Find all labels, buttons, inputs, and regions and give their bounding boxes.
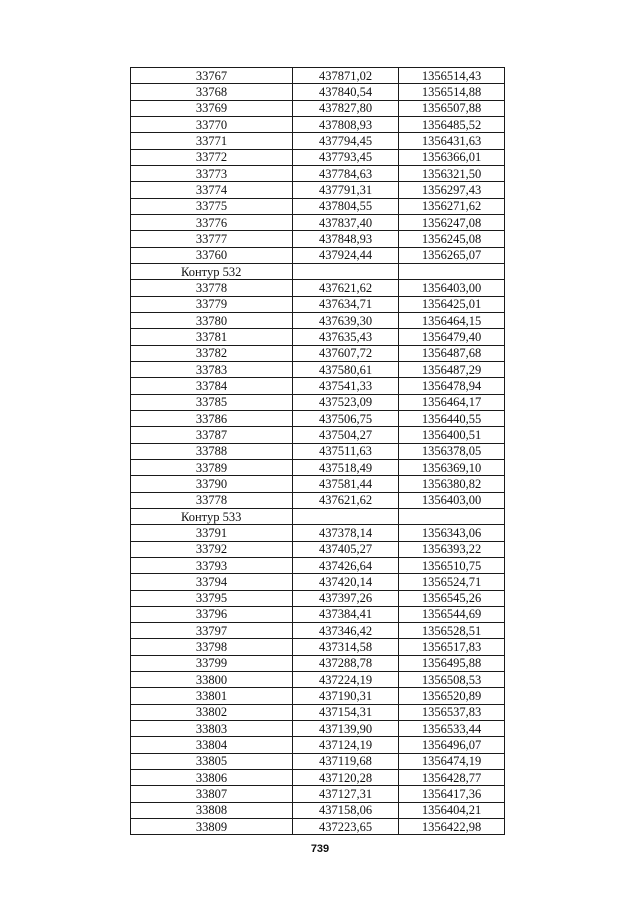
point-id-cell: 33773 <box>131 165 293 181</box>
table-row <box>131 116 505 132</box>
table-row <box>131 149 505 165</box>
y-coordinate-cell: 1356369,10 <box>399 459 505 475</box>
point-id-cell: 33769 <box>131 100 293 116</box>
x-coordinate-cell: 437426,64 <box>293 557 399 573</box>
y-coordinate-cell: 1356425,01 <box>399 296 505 312</box>
x-coordinate-cell: 437804,55 <box>293 198 399 214</box>
y-coordinate-cell: 1356297,43 <box>399 182 505 198</box>
point-id-cell: 33772 <box>131 149 293 165</box>
empty-cell <box>293 263 399 279</box>
table-row <box>131 443 505 459</box>
x-coordinate-cell: 437794,45 <box>293 133 399 149</box>
x-coordinate-cell: 437523,09 <box>293 394 399 410</box>
y-coordinate-cell: 1356537,83 <box>399 704 505 720</box>
y-coordinate-cell: 1356487,68 <box>399 345 505 361</box>
y-coordinate-cell: 1356403,00 <box>399 280 505 296</box>
point-id-cell: 33780 <box>131 312 293 328</box>
coordinates-table-body <box>131 68 505 835</box>
table-row <box>131 541 505 557</box>
x-coordinate-cell: 437288,78 <box>293 655 399 671</box>
table-row <box>131 525 505 541</box>
point-id-cell: 33804 <box>131 737 293 753</box>
point-id-cell: 33771 <box>131 133 293 149</box>
table-row <box>131 427 505 443</box>
x-coordinate-cell: 437127,31 <box>293 786 399 802</box>
table-row <box>131 753 505 769</box>
point-id-cell: 33781 <box>131 329 293 345</box>
point-id-cell: 33787 <box>131 427 293 443</box>
table-row <box>131 721 505 737</box>
table-row <box>131 737 505 753</box>
x-coordinate-cell: 437580,61 <box>293 361 399 377</box>
point-id-cell: 33791 <box>131 525 293 541</box>
x-coordinate-cell: 437581,44 <box>293 476 399 492</box>
x-coordinate-cell: 437190,31 <box>293 688 399 704</box>
x-coordinate-cell: 437346,42 <box>293 623 399 639</box>
y-coordinate-cell: 1356508,53 <box>399 672 505 688</box>
table-row <box>131 133 505 149</box>
table-row <box>131 100 505 116</box>
y-coordinate-cell: 1356417,36 <box>399 786 505 802</box>
table-row <box>131 68 505 84</box>
y-coordinate-cell: 1356464,15 <box>399 312 505 328</box>
point-id-cell: 33783 <box>131 361 293 377</box>
empty-cell <box>293 508 399 524</box>
y-coordinate-cell: 1356265,07 <box>399 247 505 263</box>
point-id-cell: 33775 <box>131 198 293 214</box>
y-coordinate-cell: 1356495,88 <box>399 655 505 671</box>
point-id-cell: 33799 <box>131 655 293 671</box>
x-coordinate-cell: 437518,49 <box>293 459 399 475</box>
table-row <box>131 247 505 263</box>
y-coordinate-cell: 1356507,88 <box>399 100 505 116</box>
y-coordinate-cell: 1356464,17 <box>399 394 505 410</box>
x-coordinate-cell: 437124,19 <box>293 737 399 753</box>
y-coordinate-cell: 1356366,01 <box>399 149 505 165</box>
table-row <box>131 590 505 606</box>
y-coordinate-cell: 1356510,75 <box>399 557 505 573</box>
table-row <box>131 231 505 247</box>
y-coordinate-cell: 1356514,43 <box>399 68 505 84</box>
point-id-cell: 33779 <box>131 296 293 312</box>
x-coordinate-cell: 437837,40 <box>293 214 399 230</box>
y-coordinate-cell: 1356321,50 <box>399 165 505 181</box>
point-id-cell: 33774 <box>131 182 293 198</box>
table-row <box>131 786 505 802</box>
point-id-cell: 33805 <box>131 753 293 769</box>
y-coordinate-cell: 1356524,71 <box>399 574 505 590</box>
coordinates-table <box>130 67 505 835</box>
table-row <box>131 704 505 720</box>
table-row <box>131 574 505 590</box>
y-coordinate-cell: 1356400,51 <box>399 427 505 443</box>
y-coordinate-cell: 1356496,07 <box>399 737 505 753</box>
table-row <box>131 770 505 786</box>
x-coordinate-cell: 437840,54 <box>293 84 399 100</box>
y-coordinate-cell: 1356533,44 <box>399 721 505 737</box>
table-row <box>131 639 505 655</box>
x-coordinate-cell: 437506,75 <box>293 410 399 426</box>
table-row <box>131 84 505 100</box>
table-row <box>131 606 505 622</box>
x-coordinate-cell: 437848,93 <box>293 231 399 247</box>
contour-label: Контур 533 <box>131 508 293 524</box>
table-row <box>131 672 505 688</box>
y-coordinate-cell: 1356343,06 <box>399 525 505 541</box>
table-row <box>131 361 505 377</box>
y-coordinate-cell: 1356528,51 <box>399 623 505 639</box>
y-coordinate-cell: 1356517,83 <box>399 639 505 655</box>
point-id-cell: 33798 <box>131 639 293 655</box>
y-coordinate-cell: 1356245,08 <box>399 231 505 247</box>
y-coordinate-cell: 1356478,94 <box>399 378 505 394</box>
point-id-cell: 33808 <box>131 802 293 818</box>
point-id-cell: 33785 <box>131 394 293 410</box>
x-coordinate-cell: 437158,06 <box>293 802 399 818</box>
x-coordinate-cell: 437384,41 <box>293 606 399 622</box>
contour-header-row <box>131 263 505 279</box>
point-id-cell: 33800 <box>131 672 293 688</box>
x-coordinate-cell: 437139,90 <box>293 721 399 737</box>
x-coordinate-cell: 437634,71 <box>293 296 399 312</box>
y-coordinate-cell: 1356474,19 <box>399 753 505 769</box>
x-coordinate-cell: 437827,80 <box>293 100 399 116</box>
table-row <box>131 296 505 312</box>
x-coordinate-cell: 437621,62 <box>293 280 399 296</box>
table-row <box>131 655 505 671</box>
y-coordinate-cell: 1356393,22 <box>399 541 505 557</box>
table-row <box>131 378 505 394</box>
y-coordinate-cell: 1356485,52 <box>399 116 505 132</box>
y-coordinate-cell: 1356378,05 <box>399 443 505 459</box>
table-row <box>131 280 505 296</box>
table-row <box>131 688 505 704</box>
x-coordinate-cell: 437397,26 <box>293 590 399 606</box>
point-id-cell: 33784 <box>131 378 293 394</box>
y-coordinate-cell: 1356404,21 <box>399 802 505 818</box>
point-id-cell: 33806 <box>131 770 293 786</box>
y-coordinate-cell: 1356544,69 <box>399 606 505 622</box>
y-coordinate-cell: 1356487,29 <box>399 361 505 377</box>
table-row <box>131 345 505 361</box>
point-id-cell: 33793 <box>131 557 293 573</box>
contour-header-row <box>131 508 505 524</box>
point-id-cell: 33795 <box>131 590 293 606</box>
x-coordinate-cell: 437784,63 <box>293 165 399 181</box>
y-coordinate-cell: 1356514,88 <box>399 84 505 100</box>
x-coordinate-cell: 437511,63 <box>293 443 399 459</box>
table-row <box>131 165 505 181</box>
y-coordinate-cell: 1356271,62 <box>399 198 505 214</box>
x-coordinate-cell: 437504,27 <box>293 427 399 443</box>
point-id-cell: 33777 <box>131 231 293 247</box>
x-coordinate-cell: 437541,33 <box>293 378 399 394</box>
point-id-cell: 33802 <box>131 704 293 720</box>
x-coordinate-cell: 437420,14 <box>293 574 399 590</box>
point-id-cell: 33789 <box>131 459 293 475</box>
point-id-cell: 33788 <box>131 443 293 459</box>
empty-cell <box>399 263 505 279</box>
y-coordinate-cell: 1356431,63 <box>399 133 505 149</box>
point-id-cell: 33792 <box>131 541 293 557</box>
x-coordinate-cell: 437223,65 <box>293 819 399 835</box>
y-coordinate-cell: 1356440,55 <box>399 410 505 426</box>
table-row <box>131 198 505 214</box>
x-coordinate-cell: 437639,30 <box>293 312 399 328</box>
x-coordinate-cell: 437791,31 <box>293 182 399 198</box>
point-id-cell: 33767 <box>131 68 293 84</box>
point-id-cell: 33760 <box>131 247 293 263</box>
page-number: 739 <box>310 843 330 855</box>
point-id-cell: 33794 <box>131 574 293 590</box>
y-coordinate-cell: 1356403,00 <box>399 492 505 508</box>
y-coordinate-cell: 1356422,98 <box>399 819 505 835</box>
table-row <box>131 802 505 818</box>
y-coordinate-cell: 1356428,77 <box>399 770 505 786</box>
point-id-cell: 33776 <box>131 214 293 230</box>
table-row <box>131 329 505 345</box>
point-id-cell: 33786 <box>131 410 293 426</box>
point-id-cell: 33801 <box>131 688 293 704</box>
table-row <box>131 459 505 475</box>
contour-label: Контур 532 <box>131 263 293 279</box>
point-id-cell: 33778 <box>131 280 293 296</box>
point-id-cell: 33778 <box>131 492 293 508</box>
x-coordinate-cell: 437924,44 <box>293 247 399 263</box>
point-id-cell: 33807 <box>131 786 293 802</box>
table-row <box>131 623 505 639</box>
point-id-cell: 33790 <box>131 476 293 492</box>
point-id-cell: 33768 <box>131 84 293 100</box>
x-coordinate-cell: 437621,62 <box>293 492 399 508</box>
x-coordinate-cell: 437808,93 <box>293 116 399 132</box>
point-id-cell: 33803 <box>131 721 293 737</box>
y-coordinate-cell: 1356520,89 <box>399 688 505 704</box>
point-id-cell: 33796 <box>131 606 293 622</box>
x-coordinate-cell: 437405,27 <box>293 541 399 557</box>
point-id-cell: 33770 <box>131 116 293 132</box>
x-coordinate-cell: 437314,58 <box>293 639 399 655</box>
point-id-cell: 33782 <box>131 345 293 361</box>
table-row <box>131 557 505 573</box>
table-row <box>131 476 505 492</box>
point-id-cell: 33809 <box>131 819 293 835</box>
table-row <box>131 214 505 230</box>
table-row <box>131 312 505 328</box>
x-coordinate-cell: 437793,45 <box>293 149 399 165</box>
y-coordinate-cell: 1356479,40 <box>399 329 505 345</box>
x-coordinate-cell: 437154,31 <box>293 704 399 720</box>
table-row <box>131 410 505 426</box>
x-coordinate-cell: 437635,43 <box>293 329 399 345</box>
x-coordinate-cell: 437224,19 <box>293 672 399 688</box>
x-coordinate-cell: 437378,14 <box>293 525 399 541</box>
x-coordinate-cell: 437119,68 <box>293 753 399 769</box>
point-id-cell: 33797 <box>131 623 293 639</box>
x-coordinate-cell: 437871,02 <box>293 68 399 84</box>
table-row <box>131 394 505 410</box>
table-row <box>131 492 505 508</box>
x-coordinate-cell: 437607,72 <box>293 345 399 361</box>
empty-cell <box>399 508 505 524</box>
y-coordinate-cell: 1356247,08 <box>399 214 505 230</box>
y-coordinate-cell: 1356545,26 <box>399 590 505 606</box>
x-coordinate-cell: 437120,28 <box>293 770 399 786</box>
table-row <box>131 182 505 198</box>
y-coordinate-cell: 1356380,82 <box>399 476 505 492</box>
table-row <box>131 819 505 835</box>
